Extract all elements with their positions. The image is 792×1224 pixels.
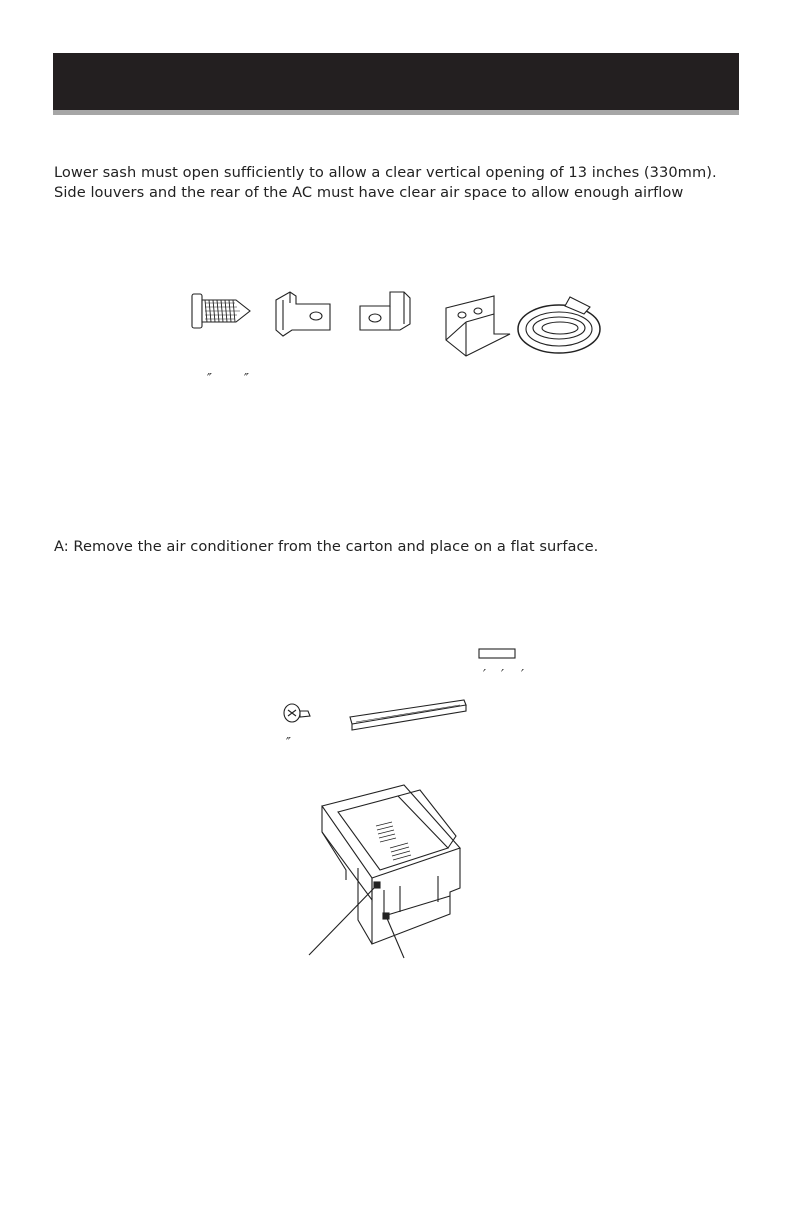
rail-icon xyxy=(350,700,466,730)
dimension-mark: ′ xyxy=(501,668,504,683)
requirement-line-1: Lower sash must open sufficiently to allow a clear vertical opening of 13 inches (330mm). xyxy=(54,164,717,181)
label-box xyxy=(479,649,515,658)
bracket-icon xyxy=(446,296,510,356)
foam-seal-icon xyxy=(518,297,600,353)
step-a-text: A: Remove the air conditioner from the carton and place on a flat surface. xyxy=(54,538,599,555)
clip-icon xyxy=(360,292,410,330)
dimension-mark: ″ xyxy=(286,736,291,751)
dimension-mark: ′ xyxy=(483,668,486,683)
screw-icon xyxy=(284,704,310,722)
screw-icon xyxy=(192,294,250,328)
dimension-mark: ″ xyxy=(244,372,249,387)
clip-icon xyxy=(276,292,330,336)
dimension-mark: ′ xyxy=(521,668,524,683)
requirement-line-2: Side louvers and the rear of the AC must have clear air space to allow enough airflow xyxy=(54,184,684,201)
dimension-mark: ″ xyxy=(207,372,212,387)
air-conditioner-illustration xyxy=(309,785,460,958)
